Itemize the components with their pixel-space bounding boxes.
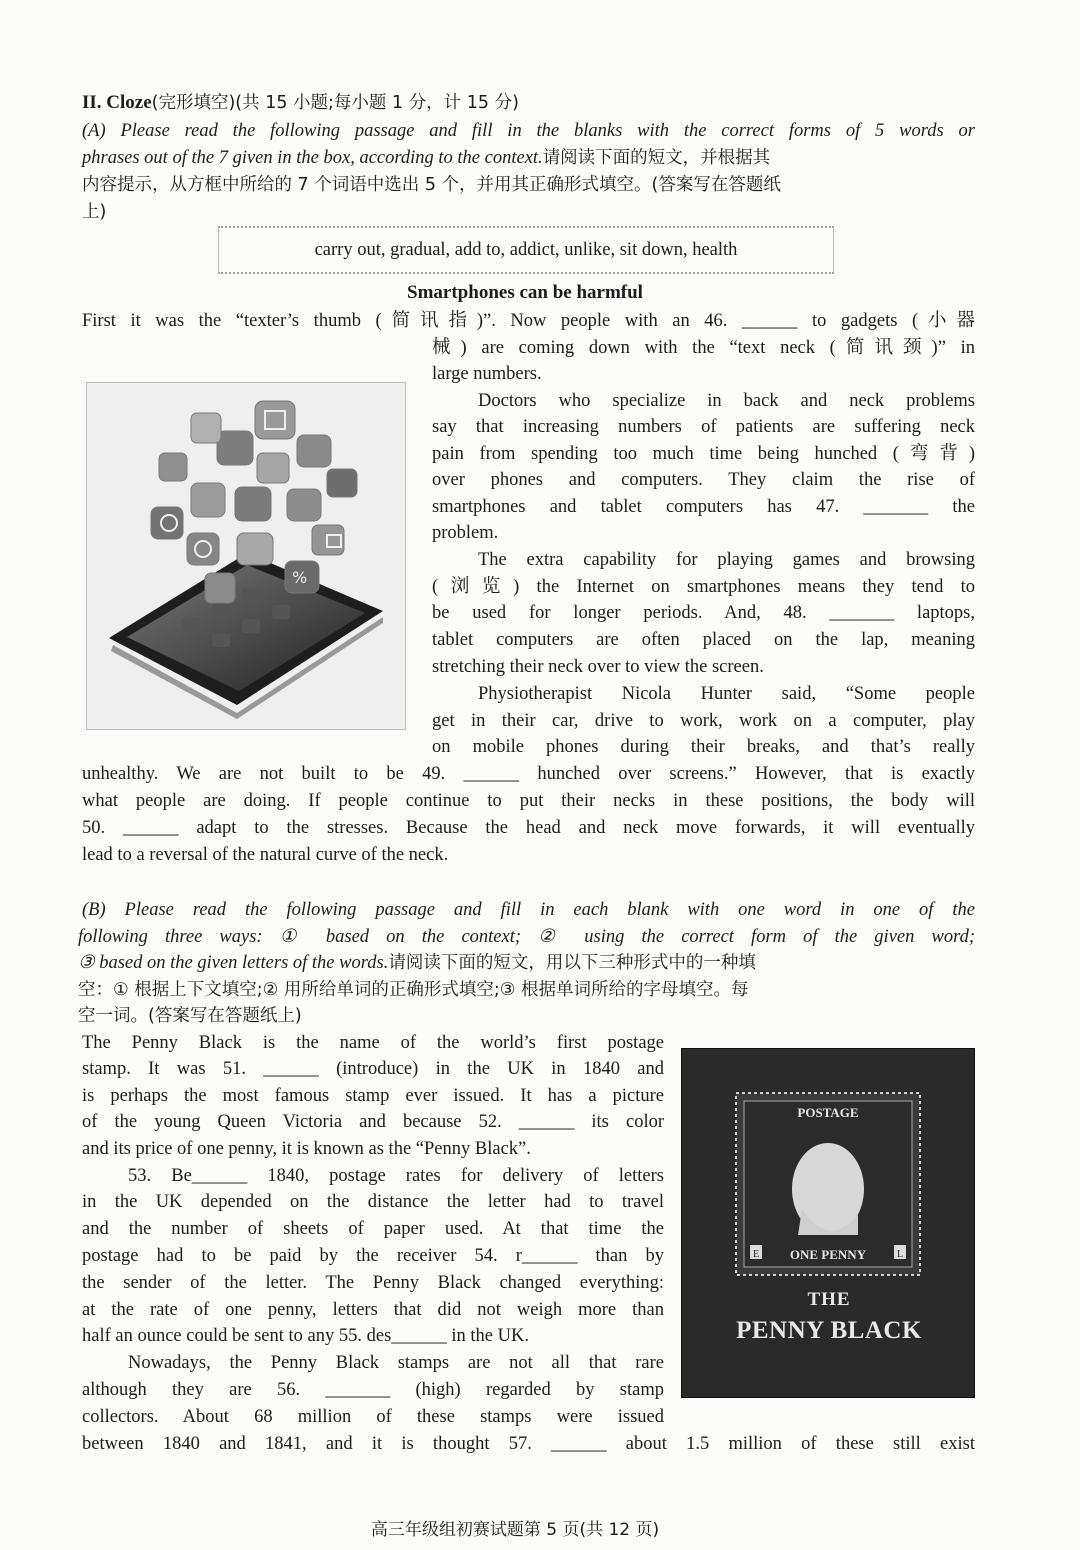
- passage-b-line: although they are 56. _______ (high) regarded by stamp: [82, 1380, 664, 1400]
- passage-a-line: problem.: [432, 523, 499, 543]
- part-a-instruction-line-2: [82, 145, 975, 172]
- passage-a-line: stretching their neck over to view the screen.: [432, 657, 764, 677]
- stamp-one-penny-label: ONE PENNY: [789, 1247, 867, 1262]
- part-b-instruction-line-2: following three ways: ① based on the context; ② using the correct form of the given word;: [78, 927, 975, 947]
- passage-title: Smartphones can be harmful: [407, 282, 643, 303]
- stamp-caption-name: PENNY BLACK: [736, 1317, 922, 1344]
- part-b-instruction-line-3: [78, 950, 756, 977]
- passage-a-line: over phones and computers. They claim the rise of: [432, 470, 975, 490]
- passage-b-line: 53. Be______ 1840, postage rates for delivery of letters: [128, 1166, 664, 1186]
- passage-a-line: 械) are coming down with the “text neck (简讯颈)” in: [432, 338, 975, 358]
- passage-b-line: at the rate of one penny, letters that did not weigh more than: [82, 1300, 664, 1320]
- passage-a-line: tablet computers are often placed on the lap, meaning: [432, 630, 975, 650]
- part-a-instruction-en: phrases out of the 7 given in the box, according to the context.: [82, 148, 543, 168]
- passage-b-line: half an ounce could be sent to any 55. des______ in the UK.: [82, 1326, 529, 1346]
- passage-a-line: First it was the “texter’s thumb (简讯指)”. Now people with an 46. ______ to gadgets (小器: [82, 311, 975, 331]
- stamp-corner-right-letter: L: [896, 1249, 904, 1260]
- passage-a-line: on mobile phones during their breaks, and that’s really: [432, 737, 975, 757]
- passage-b-line: The Penny Black is the name of the world’s first postage: [82, 1033, 664, 1053]
- smartphone-apps-illustration: [86, 382, 406, 730]
- passage-a-line: large numbers.: [432, 364, 542, 384]
- part-b-instruction-line-5: 空一词。(答案写在答题纸上): [78, 1006, 302, 1026]
- passage-a-line: lead to a reversal of the natural curve of the neck.: [82, 845, 449, 865]
- passage-b-line: between 1840 and 1841, and it is thought 57. ______ about 1.5 million of these still exist: [82, 1434, 975, 1454]
- passage-b-line: Nowadays, the Penny Black stamps are not all that rare: [128, 1353, 664, 1373]
- part-b-instruction-cn: 请阅读下面的短文，用以下三种形式中的一种填: [388, 953, 756, 973]
- passage-a-line: get in their car, drive to work, work on a computer, play: [432, 711, 975, 731]
- part-a-instruction-line-1: (A) Please read the following passage and fill in the blanks with the correct forms of 5 words or: [82, 121, 975, 141]
- stamp-postage-label: POSTAGE: [797, 1105, 859, 1120]
- word-box: carry out, gradual, add to, addict, unlike, sit down, health: [218, 226, 834, 274]
- passage-a-line: The extra capability for playing games and browsing: [478, 550, 975, 570]
- stamp-corner-left-letter: E: [752, 1249, 760, 1260]
- section-heading-roman: II. Cloze: [82, 92, 152, 113]
- passage-a-line: (浏览) the Internet on smartphones means they tend to: [432, 577, 975, 597]
- passage-a-line: Physiotherapist Nicola Hunter said, “Some people: [478, 684, 975, 704]
- passage-b-line: is perhaps the most famous stamp ever issued. It has a picture: [82, 1086, 664, 1106]
- section-heading: [82, 90, 519, 117]
- stamp-caption-the: THE: [807, 1289, 851, 1310]
- part-b-instruction-line-1: (B) Please read the following passage and fill in each blank with one word in one of the: [82, 900, 975, 920]
- passage-a-line: say that increasing numbers of patients are suffering neck: [432, 417, 975, 437]
- passage-a-line: Doctors who specialize in back and neck problems: [478, 391, 975, 411]
- passage-a-line: what people are doing. If people continue to put their necks in these positions, the body will: [82, 791, 975, 811]
- passage-a-line: smartphones and tablet computers has 47. _______ the: [432, 497, 975, 517]
- passage-a-line: pain from spending too much time being hunched (弯背): [432, 444, 975, 464]
- part-a-instruction-line-4: 上): [82, 202, 107, 222]
- part-b-instruction-en: ③ based on the given letters of the words.: [78, 953, 389, 973]
- part-b-instruction-line-4: 空：① 根据上下文填空;② 用所给单词的正确形式填空;③ 根据单词所给的字母填空。每: [78, 980, 749, 1000]
- passage-a-line: 50. ______ adapt to the stresses. Because the head and neck move forwards, it will eventually: [82, 818, 975, 838]
- passage-b-line: and the number of sheets of paper used. At that time the: [82, 1219, 664, 1239]
- section-heading-cn: (完形填空)(共 15 小题;每小题 1 分，计 15 分): [151, 93, 519, 113]
- percent-icon-glyph: %: [292, 568, 308, 587]
- passage-b-line: stamp. It was 51. ______ (introduce) in the UK in 1840 and: [82, 1059, 664, 1079]
- passage-b-line: and its price of one penny, it is known as the “Penny Black”.: [82, 1139, 531, 1159]
- page-footer: 高三年级组初赛试题第 5 页(共 12 页): [370, 1520, 660, 1540]
- part-a-instruction-line-3: 内容提示，从方框中所给的 7 个词语中选出 5 个，并用其正确形式填空。(答案写在答题纸: [82, 175, 781, 195]
- part-a-instruction-cn: 请阅读下面的短文，并根据其: [542, 148, 771, 168]
- passage-b-line: the sender of the letter. The Penny Black changed everything:: [82, 1273, 664, 1293]
- passage-b-line: collectors. About 68 million of these stamps were issued: [82, 1407, 664, 1427]
- smartphone-drawing: [87, 383, 405, 729]
- passage-b-line: postage had to be paid by the receiver 54. r______ than by: [82, 1246, 664, 1266]
- passage-b-line: of the young Queen Victoria and because 52. ______ its color: [82, 1112, 664, 1132]
- penny-black-stamp-image: [681, 1048, 975, 1398]
- passage-b-line: in the UK depended on the distance the letter had to travel: [82, 1192, 664, 1212]
- passage-a-line: unhealthy. We are not built to be 49. ______ hunched over screens.” However, that is exactly: [82, 764, 975, 784]
- passage-a-line: be used for longer periods. And, 48. _______ laptops,: [432, 603, 975, 623]
- phone-body: [109, 553, 383, 719]
